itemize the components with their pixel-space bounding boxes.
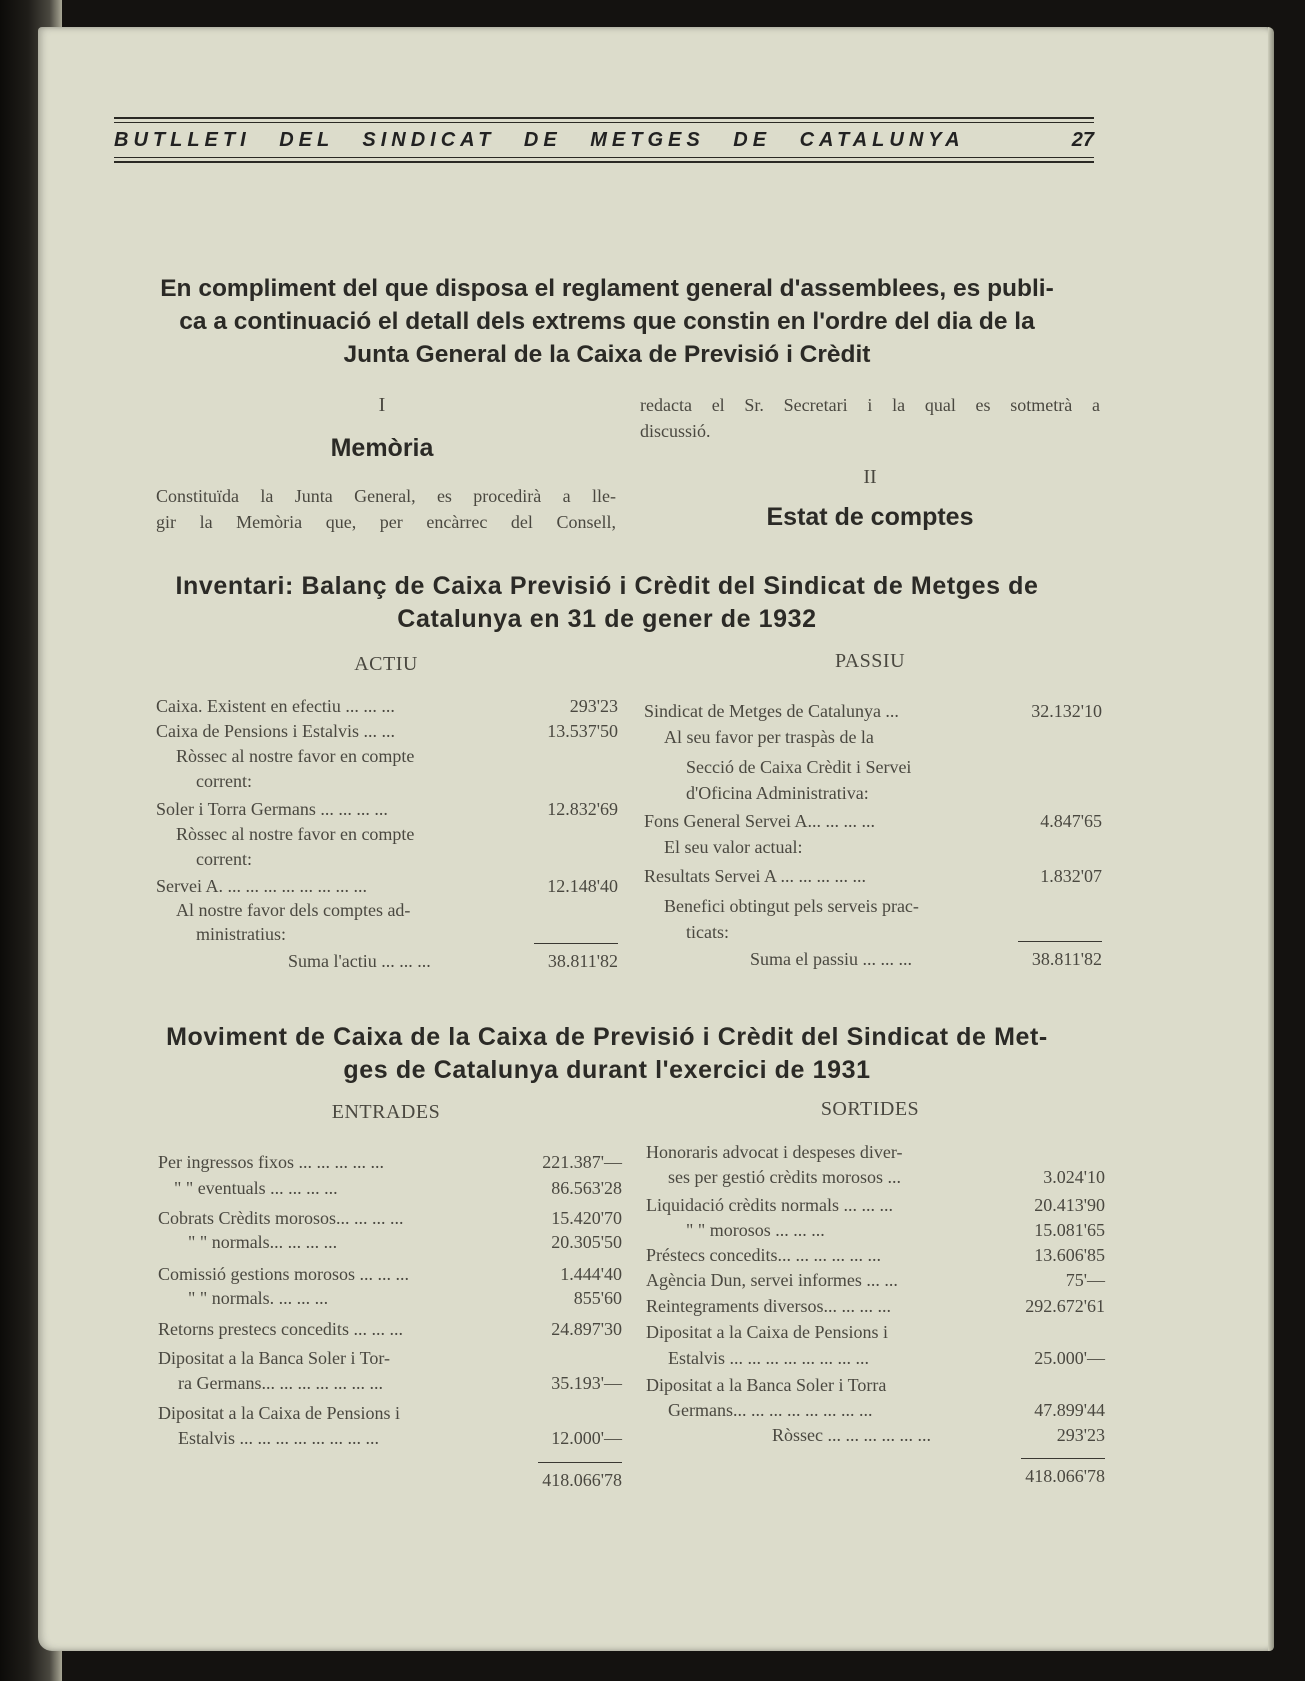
ledger-label: Estalvis ... ... ... ... ... ... ... ... [178,1428,379,1448]
ledger-label: corrent: [196,849,252,869]
inventari-title-line-1: Inventari: Balanç de Caixa Previsió i Crèdit del Sindicat de Metges de [175,572,1039,600]
sum-rule [534,943,618,944]
ledger-value: 12.148'40 [547,876,618,896]
ledger-value: 38.811'82 [547,951,618,971]
ledger-label: Dipositat a la Banca Soler i Tor- [158,1348,390,1368]
ledger-value: 3.024'10 [1043,1167,1105,1187]
ledger-value: 293'23 [1056,1425,1105,1445]
ledger-value: 855'60 [573,1288,622,1308]
ledger-label: Retorns prestecs concedits ... ... ... [158,1319,403,1339]
ledger-value: 293'23 [569,696,618,716]
ledger-label: " " normals... ... ... ... [188,1232,338,1252]
ledger-label: Germans... ... ... ... ... ... ... ... [668,1400,873,1420]
ledger-label: d'Oficina Administrativa: [686,783,869,803]
ledger-label: Soler i Torra Germans ... ... ... ... [156,799,388,819]
section-1-text-left [156,483,616,535]
inventari-title [112,570,1102,636]
ledger-label: Ròssec ... ... ... ... ... ... [772,1425,931,1445]
ledger-value: 418.066'78 [1025,1466,1105,1486]
ledger-label: Reintegraments diversos... ... ... ... [646,1296,891,1316]
ledger-label: ra Germans... ... ... ... ... ... ... [178,1373,383,1393]
intro-line-1: En compliment del que disposa el reglament general d'assemblees, es publi- [160,275,1054,302]
sum-rule [538,1462,622,1463]
intro-line-3: Junta General de la Caixa de Previsió i Crèdit [343,341,871,368]
section-2-heading: Estat de comptes [766,503,974,531]
ledger-value: 20.413'90 [1034,1195,1105,1215]
section-1-line-3: redacta el Sr. Secretari i la qual es sotmetrà a [640,395,1100,415]
ledger-value: 86.563'28 [551,1178,622,1198]
sum-rule [1021,1458,1105,1459]
ledger-label: Caixa. Existent en efectiu ... ... ... [156,696,395,716]
ledger-label: Dipositat a la Caixa de Pensions i [158,1403,400,1423]
ledger-label: ses per gestió crèdits morosos ... [668,1167,901,1187]
running-head [114,117,1094,163]
ledger-label: Honoraris advocat i despeses diver- [646,1142,903,1162]
ledger-label: Caixa de Pensions i Estalvis ... ... [156,721,395,741]
ledger-label: Dipositat a la Caixa de Pensions i [646,1322,888,1342]
ledger-value: 1.444'40 [560,1264,622,1284]
running-head-title: BUTLLETI DEL SINDICAT DE METGES DE CATALUNYA [114,129,965,151]
inventari-title-line-2: Catalunya en 31 de gener de 1932 [397,605,817,633]
ledger-value: 13.606'85 [1034,1245,1105,1265]
ledger-label: corrent: [196,771,252,791]
ledger-label: Per ingressos fixos ... ... ... ... ... [158,1152,384,1172]
section-1-text-right [640,392,1100,444]
ledger-label: Suma el passiu ... ... ... [750,949,912,969]
ledger-label: Benefici obtingut pels serveis prac- [664,896,919,916]
entrades-caption: ENTRADES [331,1101,441,1123]
ledger-label: Liquidació crèdits normals ... ... ... [646,1195,893,1215]
ledger-label: Sindicat de Metges de Catalunya ... [644,701,899,721]
section-1-line-1: Constituïda la Junta General, es procedirà a lle- [156,486,616,506]
ledger-label: Suma l'actiu ... ... ... [288,951,431,971]
ledger-value: 1.832'07 [1040,866,1102,886]
ledger-value: 75'— [1065,1270,1105,1290]
ledger-label: El seu valor actual: [664,837,803,857]
ledger-label: Cobrats Crèdits morosos... ... ... ... [158,1208,404,1228]
moviment-title-line-2: ges de Catalunya durant l'exercici de 1931 [343,1056,871,1084]
section-1-roman: I [378,394,386,416]
actiu-caption: ACTIU [354,653,418,675]
ledger-label: Ròssec al nostre favor en compte [176,746,415,766]
ledger-label: Estalvis ... ... ... ... ... ... ... ... [668,1348,869,1368]
ledger-value: 47.899'44 [1034,1400,1105,1420]
section-1-heading: Memòria [330,434,434,462]
running-head-line [114,129,1094,153]
passiu-caption: PASSIU [834,650,906,672]
intro-line-2: ca a continuació el detall dels extrems que constin en l'ordre del dia de la [179,308,1035,335]
section-1-line-2: gir la Memòria que, per encàrrec del Consell, [156,512,616,532]
running-head-bottom-rule-thin [114,157,1094,158]
ledger-label: ministratius: [196,924,286,944]
section-2-roman: II [863,466,877,488]
ledger-label: Servei A. ... ... ... ... ... ... ... ... [156,876,367,896]
ledger-value: 15.420'70 [551,1208,622,1228]
ledger-value: 38.811'82 [1031,949,1102,969]
ledger-label: Resultats Servei A ... ... ... ... ... [644,866,866,886]
ledger-value: 25.000'— [1034,1348,1105,1368]
ledger-label: " " eventuals ... ... ... ... [174,1178,338,1198]
ledger-label: Fons General Servei A... ... ... ... [644,811,875,831]
ledger-label: Al seu favor per traspàs de la [664,727,874,747]
running-head-bottom-rule [114,161,1094,163]
ledger-label: " " morosos ... ... ... [686,1220,825,1240]
ledger-label: Comissió gestions morosos ... ... ... [158,1264,410,1284]
ledger-label: Secció de Caixa Crèdit i Servei [686,757,912,777]
ledger-label: Al nostre favor dels comptes ad- [176,900,411,920]
ledger-value: 221.387'— [542,1152,622,1172]
sortides-caption: SORTIDES [820,1098,920,1120]
ledger-value: 418.066'78 [542,1470,622,1490]
page-number: 27 [1071,129,1094,151]
ledger-value: 24.897'30 [551,1319,622,1339]
ledger-value: 35.193'— [551,1373,622,1393]
ledger-label: " " normals. ... ... ... [188,1288,329,1308]
running-head-top-rule [114,117,1094,119]
ledger-value: 4.847'65 [1040,811,1102,831]
ledger-value: 32.132'10 [1031,701,1102,721]
ledger-label: ticats: [686,922,729,942]
moviment-title-line-1: Moviment de Caixa de la Caixa de Previsió i Crèdit del Sindicat de Met- [166,1023,1048,1051]
intro-paragraph [112,272,1102,371]
section-1-line-4: discussió. [640,421,711,441]
moviment-title [112,1021,1102,1087]
ledger-value: 12.832'69 [547,799,618,819]
ledger-value: 292.672'61 [1025,1296,1105,1316]
ledger-label: Dipositat a la Banca Soler i Torra [646,1375,887,1395]
ledger-value: 13.537'50 [547,721,618,741]
running-head-top-rule-thin [114,122,1094,123]
ledger-value: 20.305'50 [551,1232,622,1252]
sum-rule [1018,941,1102,942]
ledger-value: 15.081'65 [1034,1220,1105,1240]
ledger-label: Ròssec al nostre favor en compte [176,824,415,844]
ledger-label: Préstecs concedits... ... ... ... ... ... [646,1245,881,1265]
ledger-value: 12.000'— [551,1428,622,1448]
ledger-label: Agència Dun, servei informes ... ... [646,1270,898,1290]
